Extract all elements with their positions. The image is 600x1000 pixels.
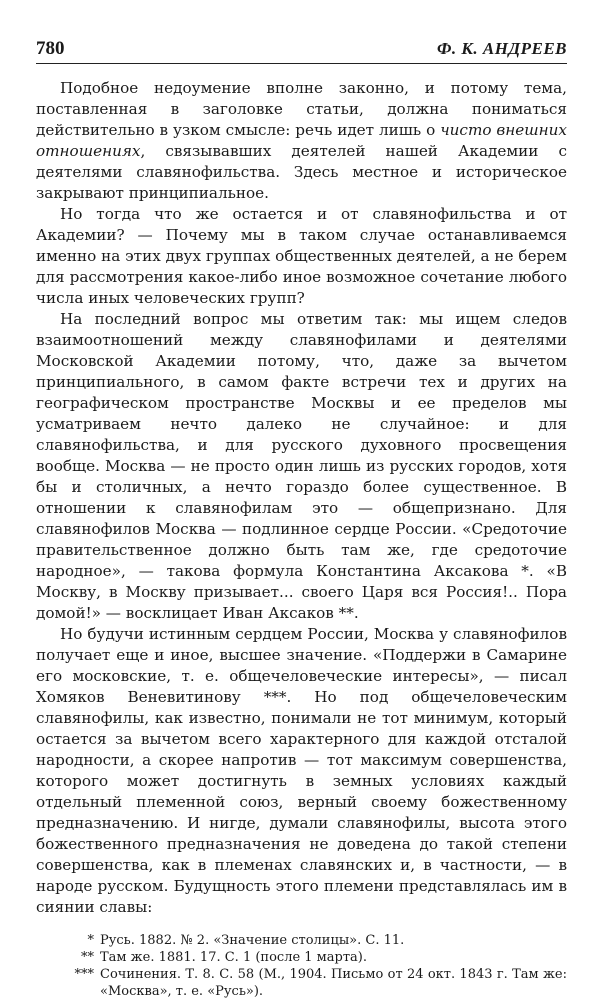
page-number: 780 xyxy=(36,38,65,59)
footnote-mark: ** xyxy=(81,950,94,965)
paragraph: Но будучи истинным сердцем России, Москва у славянофилов получает еще и иное, высшее значение. «Поддержи в Самарине его московские, т. е. общечеловеческие интересы», — писал Хомяков Веневитинову ***. Но под общечеловеческим славянофилы, как известно, понимали не тот минимум, который остается за вычетом всего характерного для каждой отсталой народности, а скорее напротив — тот максимум совершенства, которого может достигнуть в земных условиях каждый отдельный племенной союз, верный своему божественному предназначению. И нигде, думали славянофилы, высота этого божественного предназначения не доведена до такой степени совершенства, как в племенах славянских и, в частности, — в народе русском. Будущность этого племени представлялась им в сиянии славы: xyxy=(36,625,567,916)
footnote xyxy=(66,966,567,1000)
main-text xyxy=(36,78,567,918)
footnote xyxy=(66,932,567,949)
paragraph: Подобное недоумение вполне законно, и потому тема, поставленная в заголовке статьи, должна пониматься действительно в узком смысле: речь идет лишь о чисто внешних отношениях, связывавших деятелей нашей Академии с деятелями славянофильства. Здесь местное и историческое закрывают принципиальное. xyxy=(36,79,567,202)
footnote-mark: * xyxy=(87,933,94,948)
book-page xyxy=(36,38,567,1000)
footnote-text: Сочинения. Т. 8. С. 58 (М., 1904. Письмо от 24 окт. 1843 г. Там же: «Москва», т. е. «Русь»). xyxy=(100,967,567,999)
footnotes xyxy=(36,932,567,1000)
running-author: Ф. К. АНДРЕЕВ xyxy=(436,39,567,58)
footnote-text: Русь. 1882. № 2. «Значение столицы». С. 11. xyxy=(100,933,405,948)
running-header xyxy=(36,38,567,64)
footnote-text: Там же. 1881. 17. С. 1 (после 1 марта). xyxy=(100,950,368,965)
paragraph: Но тогда что же остается и от славянофильства и от Академии? — Почему мы в таком случае останавливаемся именно на этих двух группах общественных деятелей, а не берем для рассмотрения какое-либо иное возможное сочетание любого числа иных человеческих групп? xyxy=(36,205,567,307)
italic-phrase: чисто внешних отношениях xyxy=(36,121,567,160)
paragraph: На последний вопрос мы ответим так: мы ищем следов взаимоотношений между славянофилами и деятелями Московской Академии потому, что, даже за вычетом принципиального, в самом факте встречи тех и других на географическом пространстве Москвы и ее пределов мы усматриваем нечто далеко не случайное: и для славянофильства, и для русского духовного просвещения вообще. Москва — не просто один лишь из русских городов, хотя бы и столичных, а нечто гораздо более существенное. В отношении к славянофилам это — общепризнано. Для славянофилов Москва — подлинное сердце России. «Средоточие правительственное должно быть там же, где средоточие народное», — такова формула Константина Аксакова *. «В Москву, в Москву призывает... своего Царя вся Россия!.. Пора домой!» — восклицает Иван Аксаков **. xyxy=(36,310,567,622)
footnote-mark: *** xyxy=(74,967,94,982)
footnote xyxy=(66,949,567,966)
